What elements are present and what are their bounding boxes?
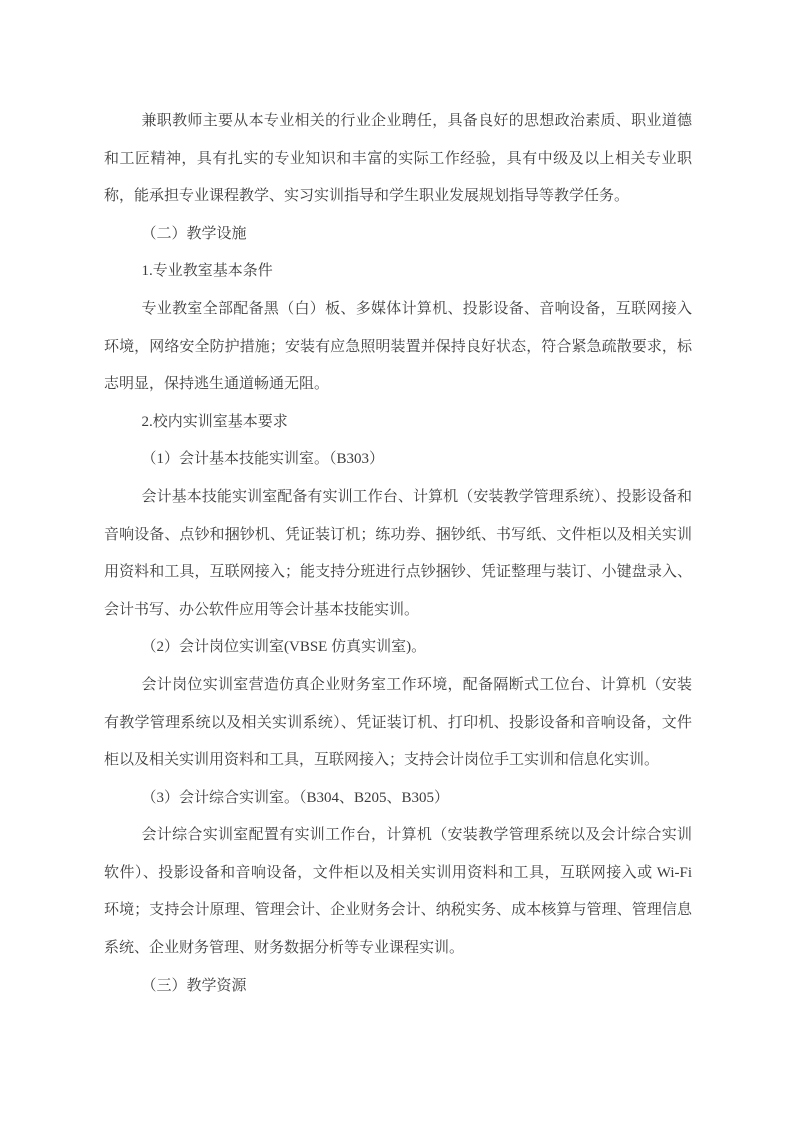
paragraph-subheading: （2）会计岗位实训室(VBSE 仿真实训室)。 bbox=[141, 639, 427, 656]
paragraph-subheading: （1）会计基本技能实训室。（B303） bbox=[141, 451, 385, 468]
paragraph-heading: （三）教学资源 bbox=[141, 977, 247, 994]
paragraph-body: 会计岗位实训室营造仿真企业财务室工作环境，配备隔断式工位台、计算机（安装有教学管理系统以及相关实训系统）、凭证装订机、打印机、投影设备和音响设备，文件柜以及相关实训用资料和工具，互联网接入；支持会计岗位手工实训和信息化实训。 bbox=[104, 676, 692, 769]
paragraph-body: 会计基本技能实训室配备有实训工作台、计算机（安装教学管理系统）、投影设备和音响设备、点钞和捆钞机、凭证装订机；练功券、捆钞纸、书写纸、文件柜以及相关实训用资料和工具，互联网接入；能支持分班进行点钞捆钞、凭证整理与装订、小键盘录入、会计书写、办公软件应用等会计基本技能实训。 bbox=[104, 488, 692, 618]
paragraph-body: 会计综合实训室配置有实训工作台，计算机（安装教学管理系统以及会计综合实训软件）、投影设备和音响设备，文件柜以及相关实训用资料和工具，互联网接入或 Wi-Fi 环境；支持会计原理、管理会计、企业财务会计、纳税实务、成本核算与管理、管理信息系统、企业财务管理、财务数据分析等专业课程实训。 bbox=[104, 827, 692, 957]
paragraph-subheading: 2.校内实训室基本要求 bbox=[141, 413, 288, 430]
paragraph-body: 兼职教师主要从本专业相关的行业企业聘任，具备良好的思想政治素质、职业道德和工匠精神，具有扎实的专业知识和丰富的实际工作经验，具有中级及以上相关专业职称，能承担专业课程教学、实习实训指导和学生职业发展规划指导等教学任务。 bbox=[104, 113, 692, 205]
paragraph-subheading: （3）会计综合实训室。（B304、B205、B305） bbox=[141, 789, 450, 806]
paragraph-body: 专业教室全部配备黑（白）板、多媒体计算机、投影设备、音响设备，互联网接入环境，网络安全防护措施；安装有应急照明装置并保持良好状态，符合紧急疏散要求，标志明显，保持逃生通道畅通无阻。 bbox=[104, 300, 692, 393]
document-content bbox=[104, 103, 692, 1005]
paragraph-heading: （二）教学设施 bbox=[141, 225, 247, 242]
paragraph-subheading: 1.专业教室基本条件 bbox=[141, 263, 273, 280]
